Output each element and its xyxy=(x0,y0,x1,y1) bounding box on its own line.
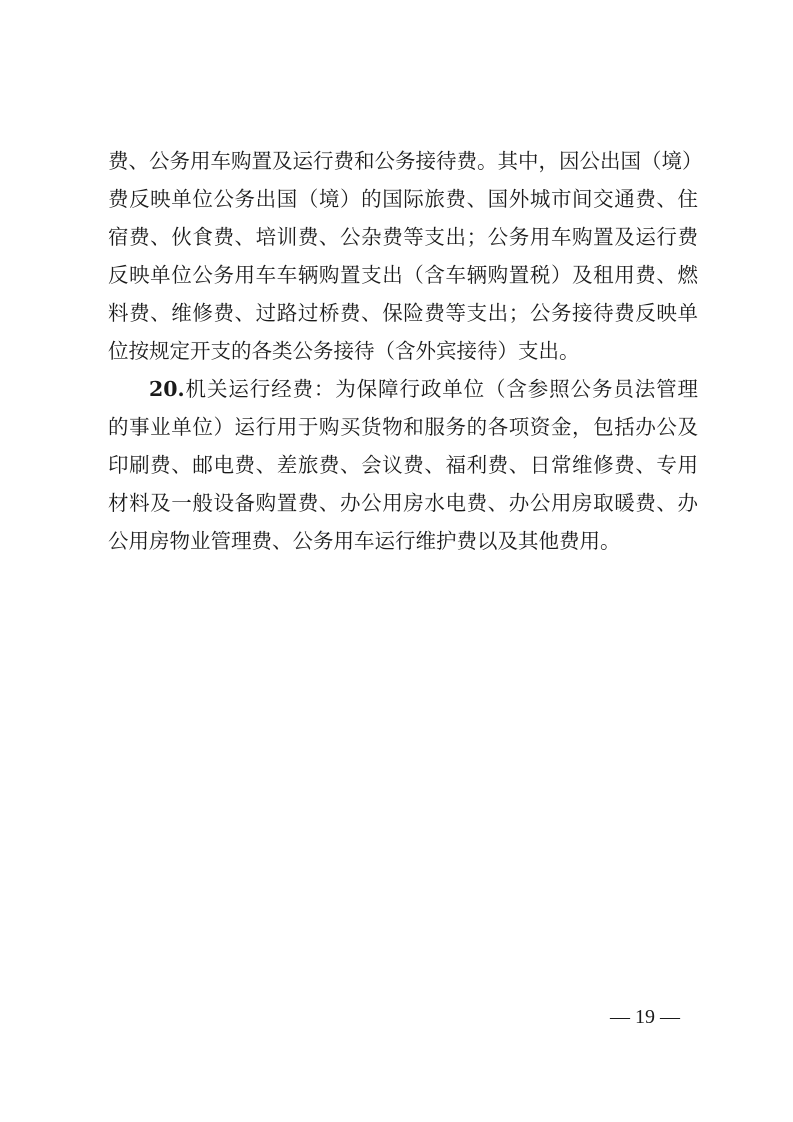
text-line: 材料及一般设备购置费、办公用房水电费、办公用房取暖费、办 xyxy=(108,491,698,515)
text-line: 费、公务用车购置及运行费和公务接待费。其中，因公出国（境） xyxy=(108,149,703,173)
text-line: 的事业单位）运行用于购买货物和服务的各项资金，包括办公及 xyxy=(108,415,698,439)
paragraph-1 xyxy=(108,142,703,370)
text-line: 费反映单位公务出国（境）的国际旅费、国外城市间交通费、住 xyxy=(108,187,698,211)
item-heading-text: 机关运行经费：为保障行政单位（含参照公务员法管理 xyxy=(184,377,698,401)
text-line: 料费、维修费、过路过桥费、保险费等支出；公务接待费反映单 xyxy=(108,301,698,325)
item-number: 20. xyxy=(149,377,185,401)
text-line: 位按规定开支的各类公务接待（含外宾接待）支出。 xyxy=(108,339,580,363)
text-line: 宿费、伙食费、培训费、公杂费等支出；公务用车购置及运行费 xyxy=(108,225,698,249)
text-line xyxy=(108,370,698,408)
text-line: 反映单位公务用车车辆购置支出（含车辆购置税）及租用费、燃 xyxy=(108,263,698,287)
page-number: — 19 — xyxy=(610,1006,680,1028)
text-line: 公用房物业管理费、公务用车运行维护费以及其他费用。 xyxy=(108,529,621,553)
paragraph-2 xyxy=(108,370,698,560)
text-line: 印刷费、邮电费、差旅费、会议费、福利费、日常维修费、专用 xyxy=(108,453,698,477)
body-text xyxy=(108,142,703,560)
